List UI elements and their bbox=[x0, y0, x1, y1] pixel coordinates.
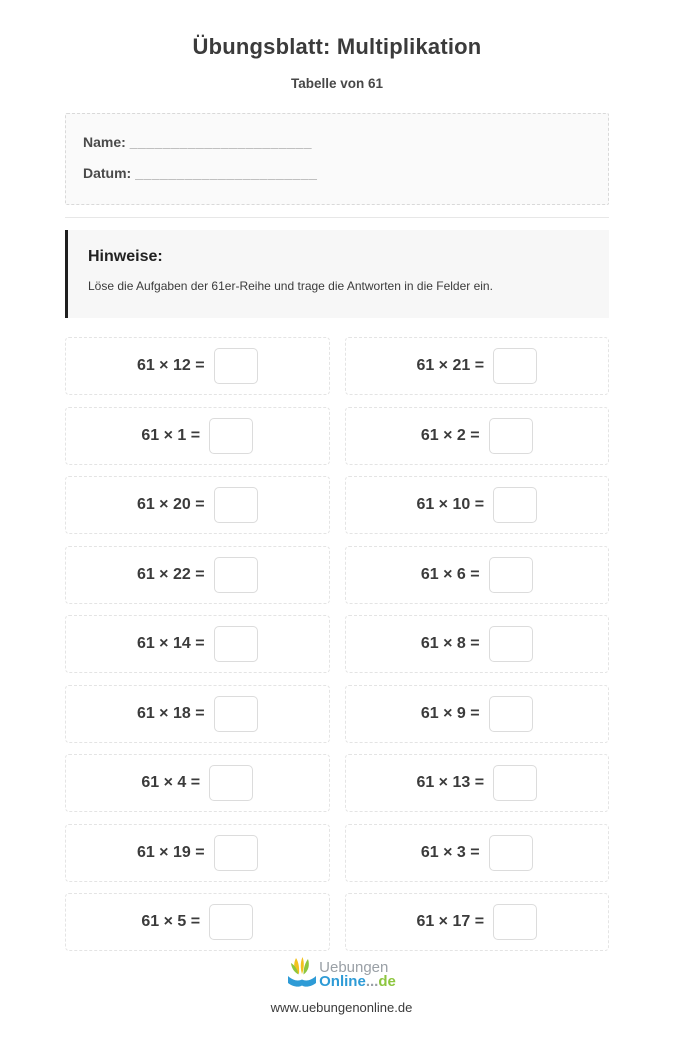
problem-card bbox=[65, 685, 330, 743]
problem-card bbox=[345, 407, 610, 465]
problem-card bbox=[65, 893, 330, 951]
name-datum-box bbox=[65, 113, 609, 205]
logo-text-de: de bbox=[378, 973, 396, 990]
logo-text-bottom bbox=[319, 975, 396, 989]
uebungen-online-logo bbox=[0, 957, 683, 993]
name-line bbox=[83, 134, 591, 151]
datum-line bbox=[83, 165, 591, 182]
website-url: www.uebungenonline.de bbox=[270, 1000, 413, 1015]
datum-fill-line: ______________________ bbox=[135, 165, 318, 181]
problem-card bbox=[65, 615, 330, 673]
answer-input[interactable] bbox=[209, 418, 253, 454]
problem-label: 61 × 3 = bbox=[420, 843, 480, 861]
problem-label: 61 × 20 = bbox=[136, 496, 205, 513]
worksheet-page bbox=[0, 34, 683, 1058]
logo-text-top: Uebungen bbox=[319, 959, 389, 976]
problem-label: 61 × 1 = bbox=[141, 426, 201, 444]
answer-input[interactable] bbox=[214, 557, 258, 593]
answer-input[interactable] bbox=[489, 626, 533, 662]
problem-label: 61 × 10 = bbox=[416, 496, 485, 513]
problem-label: 61 × 9 = bbox=[420, 704, 480, 722]
hints-heading: Hinweise: bbox=[88, 248, 163, 265]
problem-card bbox=[345, 685, 610, 743]
answer-input[interactable] bbox=[489, 835, 533, 871]
problem-label: 61 × 5 = bbox=[141, 913, 201, 930]
hints-text: Löse die Aufgaben der 61er-Reihe und trage die Antworten in die Felder ein. bbox=[88, 279, 493, 293]
hints-box bbox=[65, 230, 609, 318]
problem-card bbox=[65, 546, 330, 604]
problem-card bbox=[65, 407, 330, 465]
problem-label: 61 × 17 = bbox=[416, 913, 485, 930]
answer-input[interactable] bbox=[214, 835, 258, 871]
problem-card bbox=[345, 893, 610, 951]
problem-label: 61 × 12 = bbox=[136, 357, 205, 374]
logo-text-online: Online bbox=[319, 973, 366, 990]
problem-card bbox=[65, 337, 330, 395]
problem-card bbox=[65, 754, 330, 812]
answer-input[interactable] bbox=[493, 487, 537, 523]
logo-text bbox=[319, 961, 396, 989]
logo-text-dots: ... bbox=[365, 973, 379, 990]
answer-input[interactable] bbox=[214, 487, 258, 523]
problem-label: 61 × 13 = bbox=[416, 774, 485, 791]
problem-card bbox=[345, 337, 610, 395]
answer-input[interactable] bbox=[493, 904, 537, 940]
answer-input[interactable] bbox=[493, 765, 537, 801]
footer bbox=[0, 957, 683, 1015]
page-title: Übungsblatt: Multiplikation bbox=[192, 34, 482, 59]
answer-input[interactable] bbox=[209, 904, 253, 940]
problems-grid bbox=[65, 337, 609, 951]
page-subtitle: Tabelle von 61 bbox=[290, 76, 384, 91]
datum-label: Datum: bbox=[83, 165, 132, 181]
problem-card bbox=[345, 546, 610, 604]
problem-card bbox=[345, 476, 610, 534]
problem-label: 61 × 22 = bbox=[136, 565, 205, 583]
problem-card bbox=[65, 824, 330, 882]
problem-label: 61 × 19 = bbox=[136, 843, 205, 861]
answer-input[interactable] bbox=[489, 418, 533, 454]
problem-label: 61 × 8 = bbox=[420, 635, 480, 652]
uebungen-online-logo-icon bbox=[287, 957, 317, 993]
answer-input[interactable] bbox=[489, 557, 533, 593]
problem-card bbox=[345, 754, 610, 812]
problem-label: 61 × 6 = bbox=[420, 565, 480, 583]
answer-input[interactable] bbox=[209, 765, 253, 801]
problem-label: 61 × 14 = bbox=[136, 635, 205, 652]
problem-card bbox=[65, 476, 330, 534]
problem-card bbox=[345, 824, 610, 882]
answer-input[interactable] bbox=[489, 696, 533, 732]
answer-input[interactable] bbox=[493, 348, 537, 384]
answer-input[interactable] bbox=[214, 696, 258, 732]
answer-input[interactable] bbox=[214, 348, 258, 384]
name-label: Name: bbox=[83, 134, 126, 150]
divider bbox=[65, 217, 609, 218]
problem-label: 61 × 18 = bbox=[136, 704, 205, 722]
problem-label: 61 × 21 = bbox=[416, 357, 485, 374]
problem-label: 61 × 2 = bbox=[420, 426, 480, 444]
name-fill-line: ______________________ bbox=[129, 134, 312, 150]
problem-label: 61 × 4 = bbox=[141, 774, 201, 791]
problem-card bbox=[345, 615, 610, 673]
answer-input[interactable] bbox=[214, 626, 258, 662]
